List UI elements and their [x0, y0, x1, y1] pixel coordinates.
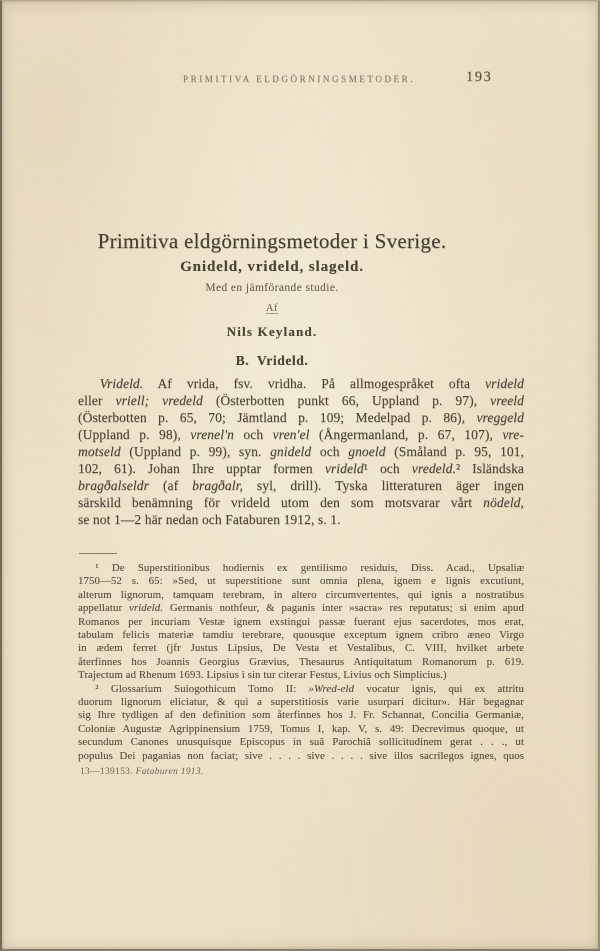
section-heading: B. Vrideld.: [235, 353, 309, 368]
running-header: PRIMITIVA ELDGÖRNINGSMETODER.: [183, 74, 416, 84]
text-line: Romanos per incuriam Vestæ ignem exstingui passæ fuerant ejus sacerdotes, mos erat,: [78, 615, 524, 628]
text-line: alterum lignorum, tamquam terebram, in altero circumvertentes, qui ignis a nostratibus: [78, 588, 524, 601]
text-line: (Uppland p. 98), vrenel'n och vren'el (Ångermanland, p. 67, 107), vre-: [78, 427, 524, 442]
text-line: bragðalseldr (af bragðalr, syl, drill). Tyska litteraturen äger ingen: [78, 478, 525, 493]
text-line: 1750—52 s. 65: »Sed, ut superstitione sunt omnia plena, ignem e lignis excutiunt,: [78, 575, 524, 588]
text-line: Vrideld. Af vrida, fsv. vridha. På allmogespråket ofta vrideld: [99, 376, 524, 391]
article-title: Primitiva eldgörningsmetoder i Sverige.: [97, 229, 447, 253]
text-line: återfinnes hos Joannis Georgius Grævius, Thesaurus Antiquitatum Romanorum p. 619.: [78, 655, 524, 668]
text-line: ² Glossarium Suiogothicum Tomo II: »Wred-eld vocatur ignis, qui ex attritu: [95, 682, 524, 695]
text-line: appellatur vrideld. Germanis nothfeur, & paganis inter »sacra» res reputatus; si enim apud: [78, 602, 525, 615]
author-name: Nils Keyland.: [226, 324, 318, 339]
text-line: 102, 61). Johan Ihre upptar formen vrideld¹ och vredeld.² Isländska: [78, 461, 525, 476]
text-line: secundum Canones unusquisque Episcopus in suâ Parochiâ sollicitudinem gerat . . ., ut: [78, 736, 524, 749]
article-subtitle: Gnideld, vrideld, slageld.: [180, 259, 364, 275]
footnotes-block: [78, 562, 524, 763]
text-line: ¹ De Superstitionibus hodiernis ex gentilismo residuis, Diss. Acad., Upsaliæ: [95, 562, 524, 574]
text-line: in ædem ferret (jfr Justus Lipsius, De Vesta et Vestalibus, C. VIII, hvilket arbete: [78, 642, 524, 655]
signature-number: 13—139153.: [80, 767, 133, 777]
text-line: Coloniæ Augustæ Agrippinensium 1759, Tomus I, kap. V, s. 49: Decrevimus quoque, ut: [78, 722, 524, 735]
footnote-separator-rule: [79, 553, 117, 554]
text-line: Trajectum ad Rhenum 1693. Lipsius i sin tur citerar Festus, Livius och Simplicius.): [78, 669, 447, 682]
text-line: eller vriell; vredeld (Österbotten punkt 66, Uppland p. 97), vreeld: [78, 393, 525, 408]
byline-prefix: Af: [265, 303, 279, 314]
text-line: populus Dei paganias non faciat; sive . . . . sive . . . . sive illos sacrilegos ignes, quos: [78, 749, 524, 762]
print-signature: [80, 767, 204, 777]
text-line: se not 1—2 här nedan och Fataburen 1912, s. 1.: [78, 512, 341, 527]
text-line: tabulam felicis materiæ tamdiu terebrare, quousque exceptum ignem cribro æneo Virgo: [78, 629, 524, 642]
study-note: Med en jämförande studie.: [205, 282, 339, 294]
text-line: (Österbotten p. 65, 70; Jämtland p. 109; Medelpad p. 86), vreggeld: [78, 410, 524, 425]
page-number: 193: [466, 69, 493, 85]
text-line: duorum lignorum eliciatur, & qui a superstitiosis varie usurpari dicitur». Här begagnar: [78, 696, 524, 709]
body-paragraph: [78, 375, 524, 528]
text-line: motseld (Uppland p. 99), syn. gnideld och gnoeld (Småland p. 95, 101,: [78, 444, 524, 459]
signature-journal: Fataburen 1913.: [135, 767, 204, 777]
text-line: särskild benämning för vrideld utom den som motsvarar vårt nödeld,: [78, 495, 524, 510]
text-line: sig Ihre tydligen af den definition som återfinnes hos J. Fr. Schannat, Concilia Germaniæ,: [78, 709, 524, 722]
